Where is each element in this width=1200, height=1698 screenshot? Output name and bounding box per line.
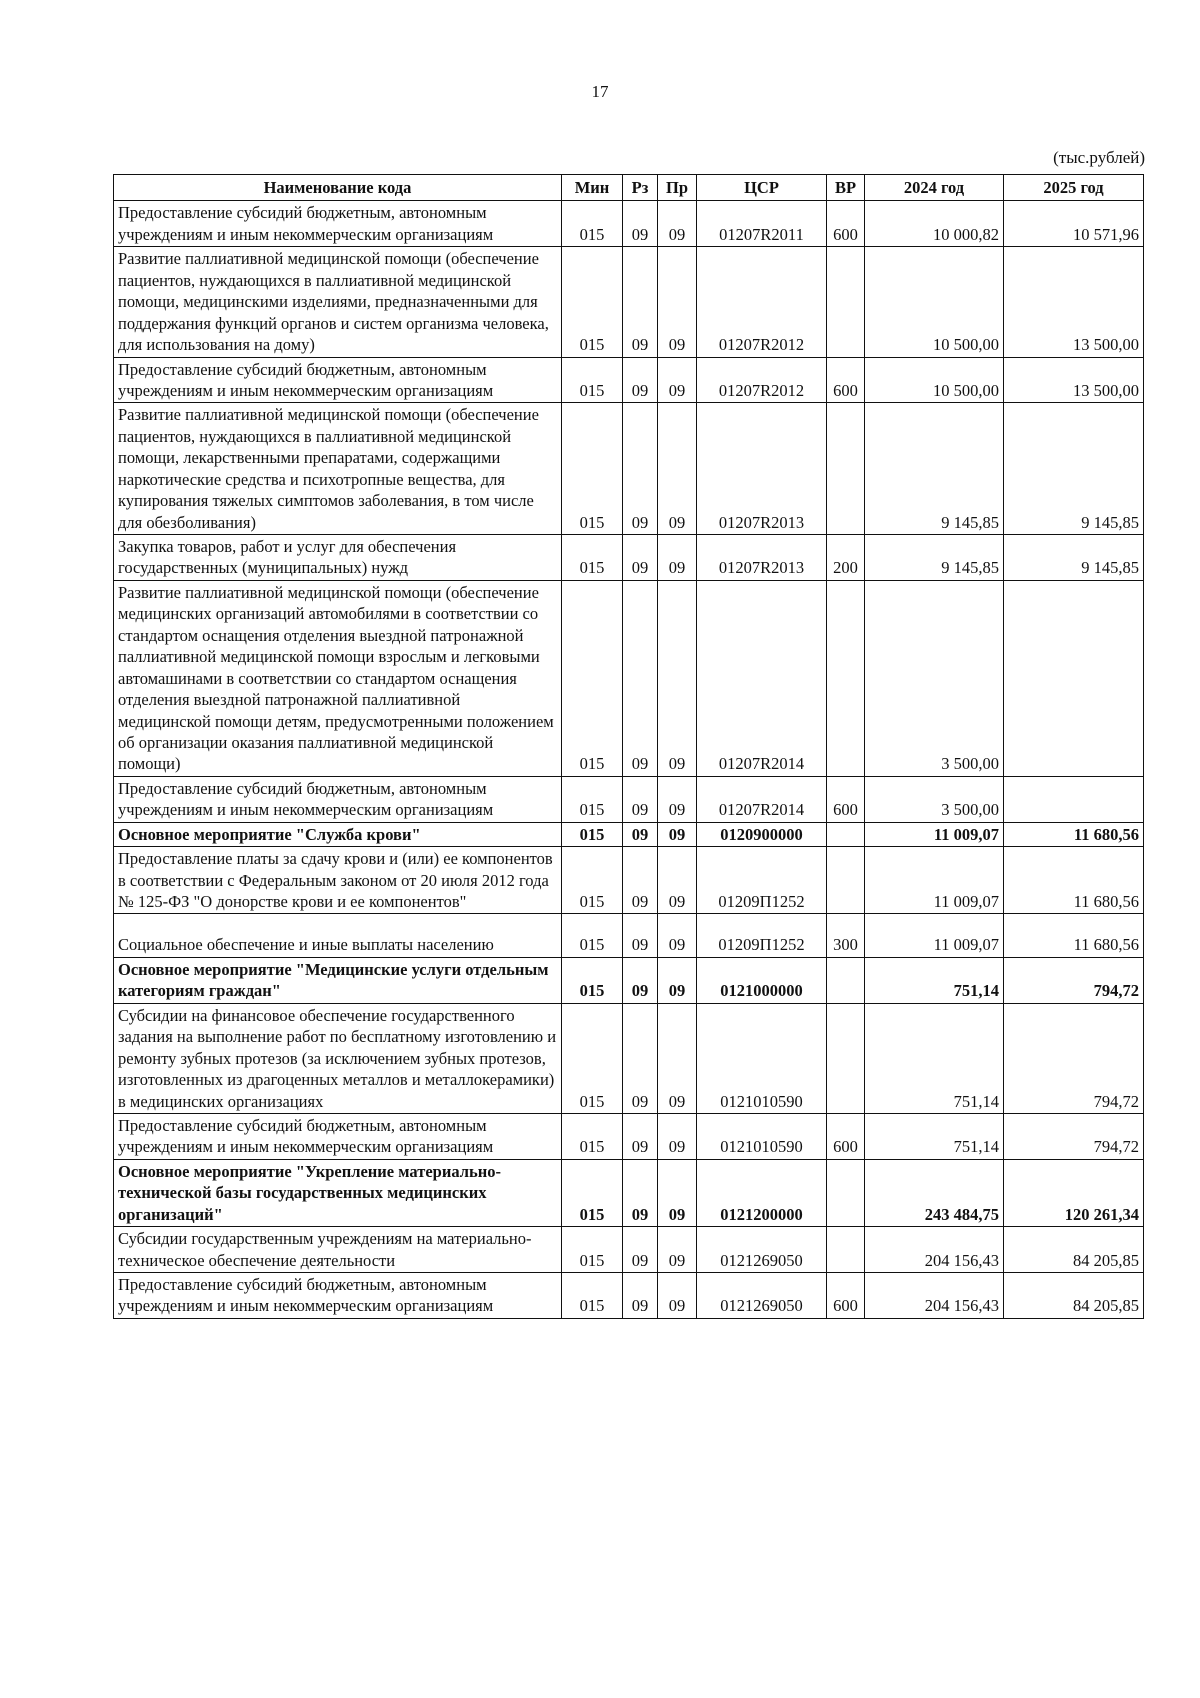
- row-2025: 11 680,56: [1004, 847, 1144, 914]
- row-vr: 600: [827, 1273, 865, 1319]
- row-min: 015: [562, 1227, 623, 1273]
- table-row: [114, 1159, 1144, 1226]
- row-csr: 0121269050: [697, 1227, 827, 1273]
- row-2025: [1004, 776, 1144, 822]
- row-rz: 09: [623, 1227, 658, 1273]
- row-2025: 11 680,56: [1004, 914, 1144, 957]
- table-row: [114, 535, 1144, 581]
- row-pr: 09: [658, 914, 697, 957]
- row-min: 015: [562, 1113, 623, 1159]
- row-vr: [827, 847, 865, 914]
- row-pr: 09: [658, 1159, 697, 1226]
- table-row: [114, 776, 1144, 822]
- table-row: [114, 1227, 1144, 1273]
- table-row: [114, 247, 1144, 357]
- row-name: Развитие паллиативной медицинской помощи (обеспечение пациентов, нуждающихся в паллиативной медицинской помощи, медицинскими изделиями, предназначенными для поддержания функций органов и систем организма человека, для использования на дому): [114, 247, 562, 357]
- row-rz: 09: [623, 776, 658, 822]
- units-label: (тыс.рублей): [1053, 148, 1145, 167]
- table-row: [114, 914, 1144, 957]
- row-name: Развитие паллиативной медицинской помощи (обеспечение пациентов, нуждающихся в паллиативной медицинской помощи, лекарственными препаратами, содержащими наркотические средства и психотропные вещества, для купирования тяжелых симптомов заболевания, в том числе для обезболивания): [114, 403, 562, 535]
- row-2024: 10 500,00: [865, 357, 1004, 403]
- row-csr: 0121200000: [697, 1159, 827, 1226]
- row-csr: 0121269050: [697, 1273, 827, 1319]
- row-rz: 09: [623, 535, 658, 581]
- row-name: Социальное обеспечение и иные выплаты населению: [114, 914, 562, 957]
- table-row: [114, 1113, 1144, 1159]
- header-2025: 2025 год: [1004, 175, 1144, 201]
- row-rz: 09: [623, 1159, 658, 1226]
- row-rz: 09: [623, 580, 658, 776]
- row-csr: 01207R2011: [697, 201, 827, 247]
- row-min: 015: [562, 357, 623, 403]
- row-2024: 11 009,07: [865, 822, 1004, 846]
- row-pr: 09: [658, 847, 697, 914]
- row-2024: 9 145,85: [865, 535, 1004, 581]
- row-name: Субсидии государственным учреждениям на материально-техническое обеспечение деятельности: [114, 1227, 562, 1273]
- page-number: 17: [591, 82, 609, 101]
- row-csr: 01209П1252: [697, 847, 827, 914]
- row-name: Предоставление субсидий бюджетным, автономным учреждениям и иным некоммерческим организациям: [114, 357, 562, 403]
- row-pr: 09: [658, 247, 697, 357]
- row-pr: 09: [658, 957, 697, 1003]
- row-vr: 300: [827, 914, 865, 957]
- row-pr: 09: [658, 776, 697, 822]
- row-rz: 09: [623, 247, 658, 357]
- row-2025: 13 500,00: [1004, 247, 1144, 357]
- row-pr: 09: [658, 403, 697, 535]
- table-header-row: [114, 175, 1144, 201]
- row-2025: 10 571,96: [1004, 201, 1144, 247]
- row-min: 015: [562, 580, 623, 776]
- row-2025: 11 680,56: [1004, 822, 1144, 846]
- row-name: Субсидии на финансовое обеспечение государственного задания на выполнение работ по бесплатному изготовлению и ремонту зубных протезов (за исключением зубных протезов, изготовленных из драгоценных металлов и металлокерамики) в медицинских организациях: [114, 1003, 562, 1113]
- row-pr: 09: [658, 1273, 697, 1319]
- row-2025: 9 145,85: [1004, 535, 1144, 581]
- row-2025: 794,72: [1004, 1113, 1144, 1159]
- row-rz: 09: [623, 822, 658, 846]
- row-csr: 01207R2014: [697, 776, 827, 822]
- row-min: 015: [562, 1003, 623, 1113]
- header-name: Наименование кода: [114, 175, 562, 201]
- row-2024: 751,14: [865, 1113, 1004, 1159]
- row-csr: 01207R2012: [697, 247, 827, 357]
- row-vr: [827, 403, 865, 535]
- row-pr: 09: [658, 357, 697, 403]
- row-pr: 09: [658, 1003, 697, 1113]
- row-2024: 3 500,00: [865, 776, 1004, 822]
- row-rz: 09: [623, 357, 658, 403]
- row-vr: 600: [827, 357, 865, 403]
- row-vr: [827, 1003, 865, 1113]
- row-rz: 09: [623, 1273, 658, 1319]
- row-pr: 09: [658, 822, 697, 846]
- row-name: Предоставление субсидий бюджетным, автономным учреждениям и иным некоммерческим организациям: [114, 201, 562, 247]
- row-2024: 9 145,85: [865, 403, 1004, 535]
- row-2024: 11 009,07: [865, 847, 1004, 914]
- row-vr: [827, 1159, 865, 1226]
- row-2025: 84 205,85: [1004, 1227, 1144, 1273]
- row-name: Предоставление субсидий бюджетным, автономным учреждениям и иным некоммерческим организациям: [114, 1273, 562, 1319]
- row-2025: 13 500,00: [1004, 357, 1144, 403]
- row-csr: 01207R2013: [697, 403, 827, 535]
- table-row: [114, 580, 1144, 776]
- row-2024: 243 484,75: [865, 1159, 1004, 1226]
- row-2025: 120 261,34: [1004, 1159, 1144, 1226]
- header-2024: 2024 год: [865, 175, 1004, 201]
- row-vr: [827, 1227, 865, 1273]
- row-2024: 751,14: [865, 1003, 1004, 1113]
- header-csr: ЦСР: [697, 175, 827, 201]
- row-name: Закупка товаров, работ и услуг для обеспечения государственных (муниципальных) нужд: [114, 535, 562, 581]
- row-min: 015: [562, 776, 623, 822]
- row-2024: 204 156,43: [865, 1273, 1004, 1319]
- row-2024: 11 009,07: [865, 914, 1004, 957]
- row-name: Предоставление платы за сдачу крови и (или) ее компонентов в соответствии с Федеральным законом от 20 июля 2012 года № 125-ФЗ "О донорстве крови и ее компонентов": [114, 847, 562, 914]
- row-min: 015: [562, 201, 623, 247]
- row-csr: 0121010590: [697, 1003, 827, 1113]
- header-vr: ВР: [827, 175, 865, 201]
- row-min: 015: [562, 957, 623, 1003]
- row-vr: [827, 580, 865, 776]
- header-rz: Рз: [623, 175, 658, 201]
- row-min: 015: [562, 403, 623, 535]
- row-name: Предоставление субсидий бюджетным, автономным учреждениям и иным некоммерческим организациям: [114, 776, 562, 822]
- row-name: Развитие паллиативной медицинской помощи (обеспечение медицинских организаций автомобилями в соответствии со стандартом оснащения отделения выездной патронажной паллиативной медицинской помощи взрослым и легковыми автомашинами в соответствии со стандартом оснащения отделения выездной патронажной паллиативной медицинской помощи детям, предусмотренными положением об организации оказания паллиативной медицинской помощи): [114, 580, 562, 776]
- row-rz: 09: [623, 914, 658, 957]
- row-min: 015: [562, 535, 623, 581]
- row-csr: 0121000000: [697, 957, 827, 1003]
- row-min: 015: [562, 822, 623, 846]
- row-pr: 09: [658, 1113, 697, 1159]
- row-csr: 01207R2012: [697, 357, 827, 403]
- table-row: [114, 357, 1144, 403]
- table-row: [114, 1273, 1144, 1319]
- row-vr: [827, 247, 865, 357]
- row-vr: [827, 822, 865, 846]
- row-pr: 09: [658, 201, 697, 247]
- row-vr: 600: [827, 1113, 865, 1159]
- row-name: Основное мероприятие "Медицинские услуги отдельным категориям граждан": [114, 957, 562, 1003]
- table-row: [114, 822, 1144, 846]
- row-rz: 09: [623, 847, 658, 914]
- row-2024: 751,14: [865, 957, 1004, 1003]
- row-pr: 09: [658, 580, 697, 776]
- row-min: 015: [562, 914, 623, 957]
- header-pr: Пр: [658, 175, 697, 201]
- row-2025: [1004, 580, 1144, 776]
- row-2024: 3 500,00: [865, 580, 1004, 776]
- row-vr: 200: [827, 535, 865, 581]
- row-csr: 0120900000: [697, 822, 827, 846]
- row-vr: 600: [827, 201, 865, 247]
- row-vr: [827, 957, 865, 1003]
- row-name: Предоставление субсидий бюджетным, автономным учреждениям и иным некоммерческим организациям: [114, 1113, 562, 1159]
- row-csr: 01209П1252: [697, 914, 827, 957]
- row-pr: 09: [658, 1227, 697, 1273]
- table-row: [114, 957, 1144, 1003]
- table-row: [114, 403, 1144, 535]
- table-row: [114, 201, 1144, 247]
- row-csr: 01207R2014: [697, 580, 827, 776]
- row-rz: 09: [623, 403, 658, 535]
- row-2024: 10 000,82: [865, 201, 1004, 247]
- row-rz: 09: [623, 1113, 658, 1159]
- row-min: 015: [562, 1159, 623, 1226]
- row-2024: 10 500,00: [865, 247, 1004, 357]
- row-min: 015: [562, 247, 623, 357]
- row-csr: 01207R2013: [697, 535, 827, 581]
- row-2025: 84 205,85: [1004, 1273, 1144, 1319]
- row-vr: 600: [827, 776, 865, 822]
- row-pr: 09: [658, 535, 697, 581]
- row-2025: 794,72: [1004, 1003, 1144, 1113]
- row-min: 015: [562, 1273, 623, 1319]
- row-csr: 0121010590: [697, 1113, 827, 1159]
- budget-table: [113, 174, 1144, 1319]
- table-row: [114, 1003, 1144, 1113]
- row-2025: 794,72: [1004, 957, 1144, 1003]
- row-rz: 09: [623, 957, 658, 1003]
- row-name: Основное мероприятие "Служба крови": [114, 822, 562, 846]
- row-min: 015: [562, 847, 623, 914]
- header-min: Мин: [562, 175, 623, 201]
- row-rz: 09: [623, 201, 658, 247]
- row-name: Основное мероприятие "Укрепление материально-технической базы государственных медицинских организаций": [114, 1159, 562, 1226]
- row-2024: 204 156,43: [865, 1227, 1004, 1273]
- table-row: [114, 847, 1144, 914]
- row-2025: 9 145,85: [1004, 403, 1144, 535]
- row-rz: 09: [623, 1003, 658, 1113]
